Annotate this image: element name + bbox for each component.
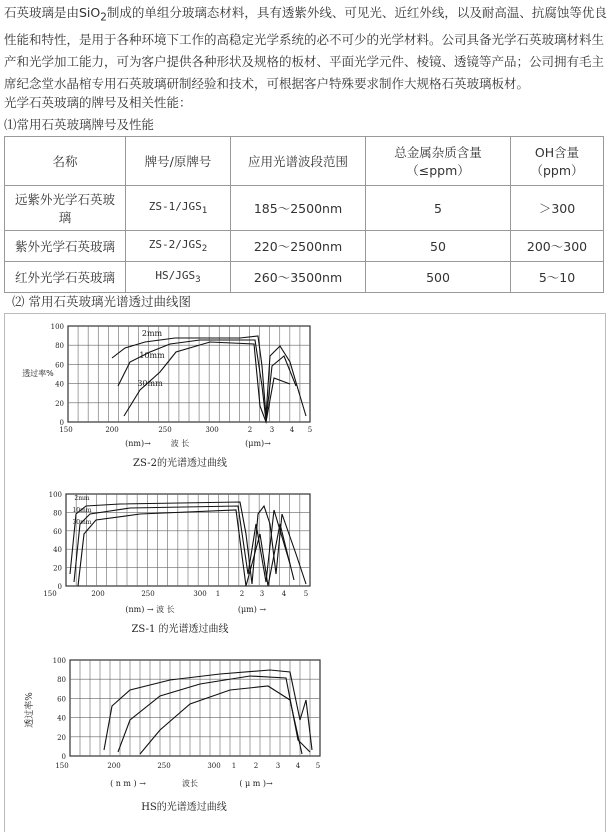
x-tick-label: 5 [307,426,313,434]
cell-range: 220～2500nm [231,231,366,262]
y-tick-label: 40 [57,714,66,723]
cell-metal: 500 [366,262,511,293]
properties-table [4,136,604,293]
y-tick-label: 100 [50,323,64,331]
y-tick-label: 80 [55,342,64,351]
curve-label: 10mm [72,507,92,514]
y-tick-label: 60 [57,695,66,704]
cell-oh: 200～300 [511,231,604,262]
chart-caption: ZS-1 的光谱透过曲线 [131,624,229,635]
x-tick-label: 200 [105,426,119,434]
y-tick-label: 60 [53,527,62,536]
x-axis-caption: (nm) → 波 长 [125,605,175,614]
cell-name: 红外光学石英玻璃 [5,262,126,293]
y-tick-label: 20 [57,733,66,742]
cell-grade: $ZS-1/JGS_1$ [126,186,231,231]
curve-label: 2mm [74,495,90,502]
x-tick-label: 150 [55,762,69,770]
x-tick-label: 150 [43,590,57,598]
cell-range: 260～3500nm [231,262,366,293]
y-tick-label: 20 [55,399,64,408]
cell-name: 远紫外光学石英玻璃 [5,186,126,231]
cell-name: 紫外光学石英玻璃 [5,231,126,262]
table-row [5,186,604,231]
x-tick-label: 300 [205,426,219,434]
x-axis-caption: ( n m ) → [110,779,146,788]
y-tick-label: 20 [53,564,62,573]
x-axis-caption: 波长 [182,779,198,788]
cell-metal: 5 [366,186,511,231]
x-tick-label: 5 [315,762,321,770]
curves-subtitle: ⑵ 常用石英玻璃光谱透过曲线图 [12,294,191,309]
curve-label: 2mm [141,329,163,338]
cell-grade: $ZS-2/JGS_2$ [126,231,231,262]
x-tick-label: 4 [295,762,301,770]
header-oh: OH含量（ppm） [511,137,604,186]
x-tick-label: 300 [207,762,221,770]
x-tick-label: 4 [289,426,295,434]
x-axis-caption: 波 长 [170,439,190,448]
x-tick-label: 2 [253,762,259,770]
header-range: 应用光谱波段范围 [231,137,366,186]
curve-label: 30mm [72,519,92,526]
x-axis-caption: (μm) → [237,605,267,614]
curve-label: 30mm [137,379,163,388]
cell-metal: 50 [366,231,511,262]
y-tick-label: 80 [57,676,66,685]
section-title: 光学石英玻璃的牌号及相关性能： [4,95,192,110]
intro-paragraph [4,2,608,95]
y-tick-label: 100 [52,657,66,665]
x-tick-label: 2 [239,590,245,598]
chart-caption: HS的光谱透过曲线 [141,802,227,813]
x-tick-label: 1 [231,762,237,770]
x-tick-label: 3 [275,762,281,770]
x-tick-label: 300 [193,590,207,598]
x-axis-caption: (nm)→ [125,439,151,448]
x-tick-label: 250 [157,762,171,770]
x-tick-label: 2 [247,426,253,434]
table-subtitle: ⑴常用石英玻璃牌号及性能 [4,117,155,132]
intro-text-a: 石英玻璃是由SiO [4,5,101,20]
y-tick-label: 40 [53,546,62,555]
x-tick-label: 4 [281,590,287,598]
y-tick-label: 0 [61,753,66,761]
table-header-row [5,137,604,186]
y-axis-label: 透过率% [22,369,54,378]
intro-subscript: 2 [100,11,107,24]
table-row [5,231,604,262]
x-tick-label: 5 [303,590,309,598]
x-tick-label: 250 [158,426,172,434]
x-tick-label: 3 [269,426,275,434]
x-tick-label: 3 [259,590,265,598]
x-tick-label: 200 [107,762,121,770]
chart-caption: ZS-2的光谱透过曲线 [133,458,227,469]
intro-text-b: 制成的单组分玻璃态材料，具有透紫外线、可见光、近红外线，以及耐高温、抗腐蚀等优良性能和特性，是用于各种环境下工作的高稳定光学系统的必不可少的光学材料。公司具备光学石英玻璃材料生产和光学加工能力，可为客户提供各种形状及规格的板材、平面光学元件、棱镜、透镜等产品；公司拥有毛主席纪念堂水晶棺专用石英玻璃研制经验和技术，可根据客户特殊要求制作大规格石英玻璃板材。 [4,5,607,91]
cell-oh: 5～10 [511,262,604,293]
y-tick-label: 100 [48,491,62,499]
y-tick-label: 40 [55,380,64,389]
y-tick-label: 80 [53,509,62,518]
cell-grade: $HS/JGS_3$ [126,262,231,293]
x-tick-label: 1 [215,590,221,598]
y-axis-label: 透过率% [25,692,35,728]
y-tick-label: 0 [59,419,64,427]
curve-label: 10mm [139,351,165,360]
x-axis-caption: (μm)→ [245,439,271,448]
header-grade: 牌号/原牌号 [126,137,231,186]
y-tick-label: 60 [55,361,64,370]
header-metal: 总金属杂质含量 （≤ppm） [366,137,511,186]
x-axis-caption: ( μ m )→ [239,779,273,788]
x-tick-label: 150 [59,426,73,434]
cell-oh: ＞300 [511,186,604,231]
x-tick-label: 200 [91,590,105,598]
header-name: 名称 [5,137,126,186]
y-tick-label: 0 [57,583,62,591]
table-row [5,262,604,293]
curves-frame [4,313,606,832]
cell-range: 185～2500nm [231,186,366,231]
x-tick-label: 250 [141,590,155,598]
